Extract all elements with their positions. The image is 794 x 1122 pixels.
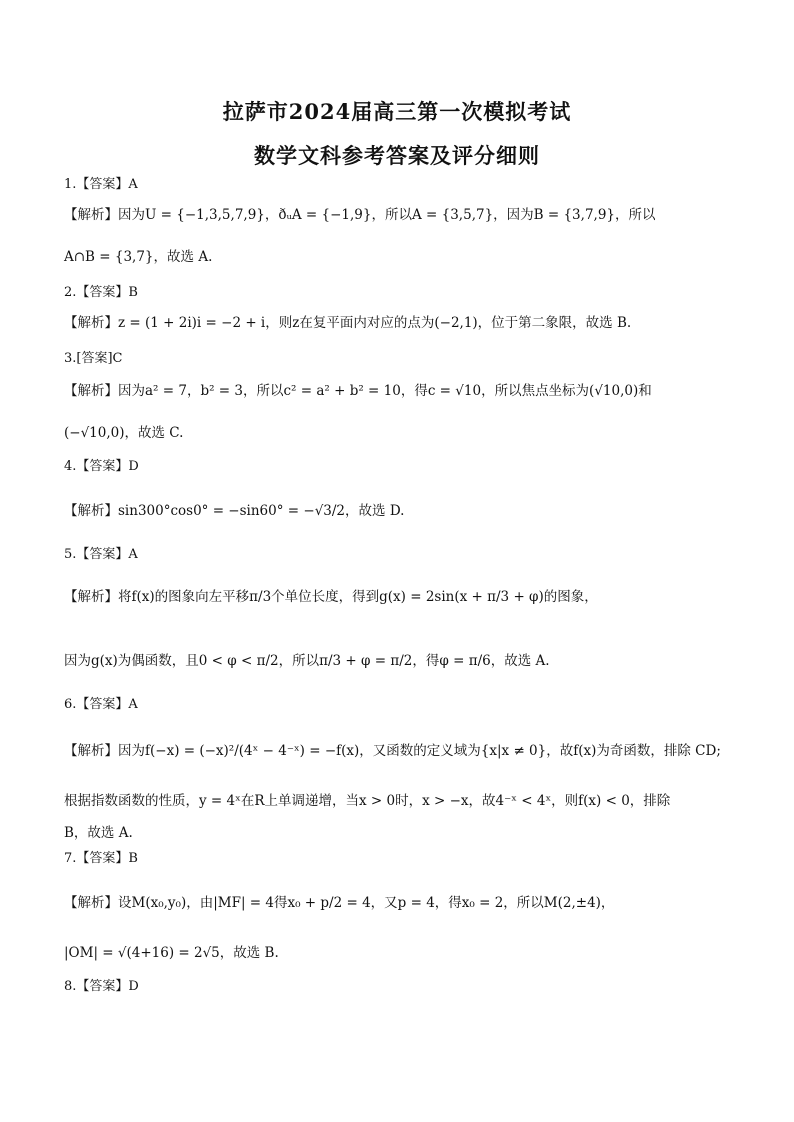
analysis-3-line-1: 【解析】因为a² = 7，b² = 3，所以c² = a² + b² = 10，得c = √10，所以焦点坐标为(√10,0)和 — [64, 383, 652, 399]
answer-4: 4.【答案】D — [64, 459, 139, 474]
answer-3: 3.[答案]C — [64, 351, 123, 366]
analysis-2: 【解析】z = (1 + 2i)i = −2 + i，则z在复平面内对应的点为(−2,1)，位于第二象限，故选 B. — [64, 315, 632, 331]
analysis-5-line-1: 【解析】将f(x)的图象向左平移π/3个单位长度，得到g(x) = 2sin(x + π/3 + φ)的图象， — [64, 589, 598, 605]
analysis-7-line-1: 【解析】设M(x₀,y₀)，由|MF| = 4得x₀ + p/2 = 4，又p = 4，得x₀ = 2，所以M(2,±4)， — [64, 895, 615, 911]
analysis-6-line-1: 【解析】因为f(−x) = (−x)²/(4ˣ − 4⁻ˣ) = −f(x)，又函数的定义域为{x|x ≠ 0}，故f(x)为奇函数，排除 CD; — [64, 743, 721, 759]
answer-8: 8.【答案】D — [64, 979, 139, 994]
analysis-5-line-2: 因为g(x)为偶函数，且0 < φ < π/2，所以π/3 + φ = π/2，得φ = π/6，故选 A. — [64, 653, 550, 669]
answer-1: 1.【答案】A — [64, 177, 138, 192]
document-subtitle: 数学文科参考答案及评分细则 — [254, 143, 540, 168]
answer-7: 7.【答案】B — [64, 851, 138, 866]
document-title: 拉萨市2024届高三第一次模拟考试 — [222, 99, 572, 124]
analysis-6-line-3: B，故选 A. — [64, 825, 133, 841]
analysis-7-line-2: |OM| = √(4+16) = 2√5，故选 B. — [64, 945, 279, 961]
analysis-1-line-1: 【解析】因为U = {−1,3,5,7,9}，ðᵤA = {−1,9}，所以A = {3,5,7}，因为B = {3,7,9}，所以 — [64, 207, 656, 223]
analysis-6-line-2: 根据指数函数的性质，y = 4ˣ在R上单调递增，当x > 0时，x > −x，故4⁻ˣ < 4ˣ，则f(x) < 0，排除 — [64, 793, 671, 809]
answer-6: 6.【答案】A — [64, 697, 138, 712]
answer-5: 5.【答案】A — [64, 547, 138, 562]
analysis-1-line-2: A∩B = {3,7}，故选 A. — [64, 249, 213, 265]
analysis-3-line-2: (−√10,0)，故选 C. — [64, 425, 184, 441]
answer-2: 2.【答案】B — [64, 285, 138, 300]
analysis-4: 【解析】sin300°cos0° = −sin60° = −√3/2，故选 D. — [64, 503, 405, 519]
